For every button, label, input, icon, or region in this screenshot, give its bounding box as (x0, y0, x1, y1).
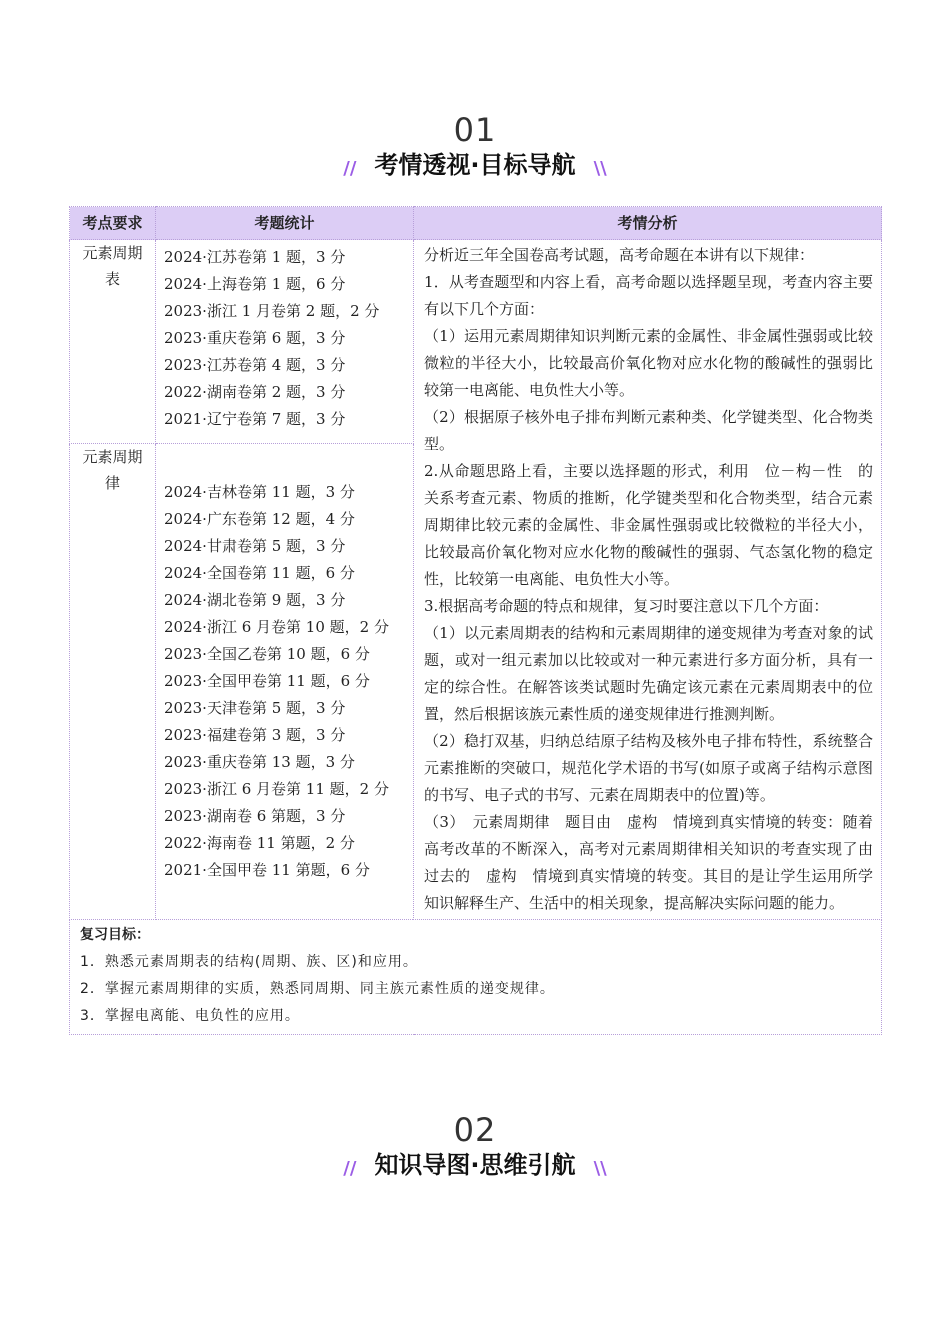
analysis-paragraph: 分析近三年全国卷高考试题，高考命题在本讲有以下规律： (424, 246, 815, 264)
stat-item: 2023·江苏卷第 4 题，3 分 (164, 356, 346, 374)
section-1-left-deco: // (343, 158, 357, 179)
section-2-header (0, 1112, 950, 1180)
analysis-paragraph: （2）稳打双基，归纳总结原子结构及核外电子排布特性，系统整合元素推断的突破口，规范化学术语的书写(如原子或离子结构示意图的书写、电子式的书写、元素在周期表中的位置)等。 (424, 732, 873, 804)
stat-item: 2023·湖南卷 6 第题，3 分 (164, 807, 346, 825)
analysis-paragraph: （1）运用元素周期律知识判断元素的金属性、非金属性强弱或比较微粒的半径大小，比较最高价氧化物对应水化物的酸碱性的强弱比较第一电离能、电负性大小等。 (424, 327, 873, 399)
section-1-number (454, 112, 497, 148)
analysis-cell (414, 240, 882, 920)
stat-item: 2024·广东卷第 12 题，4 分 (164, 510, 355, 528)
stat-item: 2023·全国乙卷第 10 题，6 分 (164, 645, 370, 663)
stat-item: 2024·全国卷第 11 题，6 分 (164, 564, 355, 582)
stat-item: 2022·湖南卷第 2 题，3 分 (164, 383, 346, 401)
exam-analysis-table (69, 206, 882, 1035)
stats-periodic-law (156, 444, 414, 920)
requirement-periodic-law: 元素周期律 (70, 444, 156, 920)
analysis-paragraph: （1）以元素周期表的结构和元素周期律的递变规律为考查对象的试题，或对一组元素加以比较或对一种元素进行多方面分析，具有一定的综合性。在解答该类试题时先确定该元素在元素周期表中的位置，然后根据该族元素性质的递变规律进行推测判断。 (424, 624, 873, 723)
header-statistics: 考题统计 (156, 207, 414, 240)
section-2-number (454, 1112, 497, 1148)
goals-row (70, 920, 882, 1035)
section-1-right-deco: \\ (593, 158, 607, 179)
header-analysis: 考情分析 (414, 207, 882, 240)
stats-periodic-table (156, 240, 414, 444)
stat-item: 2024·湖北卷第 9 题，3 分 (164, 591, 346, 609)
review-goals-title: 复习目标： (80, 927, 150, 943)
section-1-header (0, 112, 950, 180)
stat-item: 2023·天津卷第 5 题，3 分 (164, 699, 346, 717)
section-2-title-wrap (335, 1150, 614, 1180)
analysis-paragraph: （3） 元素周期律 题目由 虚构 情境到真实情境的转变：随着高考改革的不断深入，高考对元素周期律相关知识的考查实现了由过去的 虚构 情境到真实情境的转变。其目的是让学生运用所学知识解释生产、生活中的相关现象，提高解决实际问题的能力。 (424, 813, 873, 912)
section-1-title (364, 150, 585, 180)
stat-item: 2024·江苏卷第 1 题，3 分 (164, 248, 346, 266)
section-1-title-wrap (335, 150, 614, 180)
section-2-title (364, 1150, 585, 1180)
analysis-paragraph: 1．从考查题型和内容上看，高考命题以选择题呈现，考查内容主要有以下几个方面： (424, 273, 873, 318)
stat-item: 2023·全国甲卷第 11 题，6 分 (164, 672, 370, 690)
section-1-number-text: 01 (453, 111, 497, 149)
stat-item: 2024·上海卷第 1 题，6 分 (164, 275, 346, 293)
analysis-paragraph: 2.从命题思路上看，主要以选择题的形式，利用 位－构－性 的关系考查元素、物质的推断，化学键类型和化合物类型，结合元素周期律比较元素的金属性、非金属性强弱或比较微粒的半径大小，比较最高价氧化物对应水化物的酸碱性的强弱、气态氢化物的稳定性，比较第一电离能、电负性大小等。 (424, 462, 873, 588)
section-2-title-text: 知识导图·思维引航 (374, 1151, 576, 1179)
analysis-paragraph: 3.根据高考命题的特点和规律，复习时要注意以下几个方面： (424, 597, 829, 615)
stat-item: 2023·浙江 1 月卷第 2 题，2 分 (164, 302, 380, 320)
table-header-row (70, 207, 882, 240)
stat-item: 2023·重庆卷第 6 题，3 分 (164, 329, 346, 347)
stat-item: 2024·甘肃卷第 5 题，3 分 (164, 537, 346, 555)
stat-item: 2023·福建卷第 3 题，3 分 (164, 726, 346, 744)
section-2-right-deco: \\ (593, 1158, 607, 1179)
analysis-paragraph: （2）根据原子核外电子排布判断元素种类、化学键类型、化合物类型。 (424, 408, 873, 453)
section-2-left-deco: // (343, 1158, 357, 1179)
table-row (70, 240, 882, 444)
review-goal-item: 2．掌握元素周期律的实质，熟悉同周期、同主族元素性质的递变规律。 (80, 981, 555, 997)
section-1-title-text: 考情透视·目标导航 (374, 151, 576, 179)
stat-item: 2023·浙江 6 月卷第 11 题，2 分 (164, 780, 389, 798)
section-2-number-text: 02 (453, 1111, 497, 1149)
review-goal-item: 1．熟悉元素周期表的结构(周期、族、区)和应用。 (80, 954, 418, 970)
stat-item: 2023·重庆卷第 13 题，3 分 (164, 753, 355, 771)
review-goal-item: 3．掌握电离能、电负性的应用。 (80, 1008, 300, 1024)
stat-item: 2021·全国甲卷 11 第题，6 分 (164, 861, 370, 879)
stat-item: 2024·吉林卷第 11 题，3 分 (164, 483, 355, 501)
stat-item: 2024·浙江 6 月卷第 10 题，2 分 (164, 618, 389, 636)
stat-item: 2021·辽宁卷第 7 题，3 分 (164, 410, 346, 428)
requirement-periodic-table: 元素周期表 (70, 240, 156, 444)
stat-item: 2022·海南卷 11 第题，2 分 (164, 834, 355, 852)
header-requirement: 考点要求 (70, 207, 156, 240)
review-goals-cell (70, 920, 882, 1035)
